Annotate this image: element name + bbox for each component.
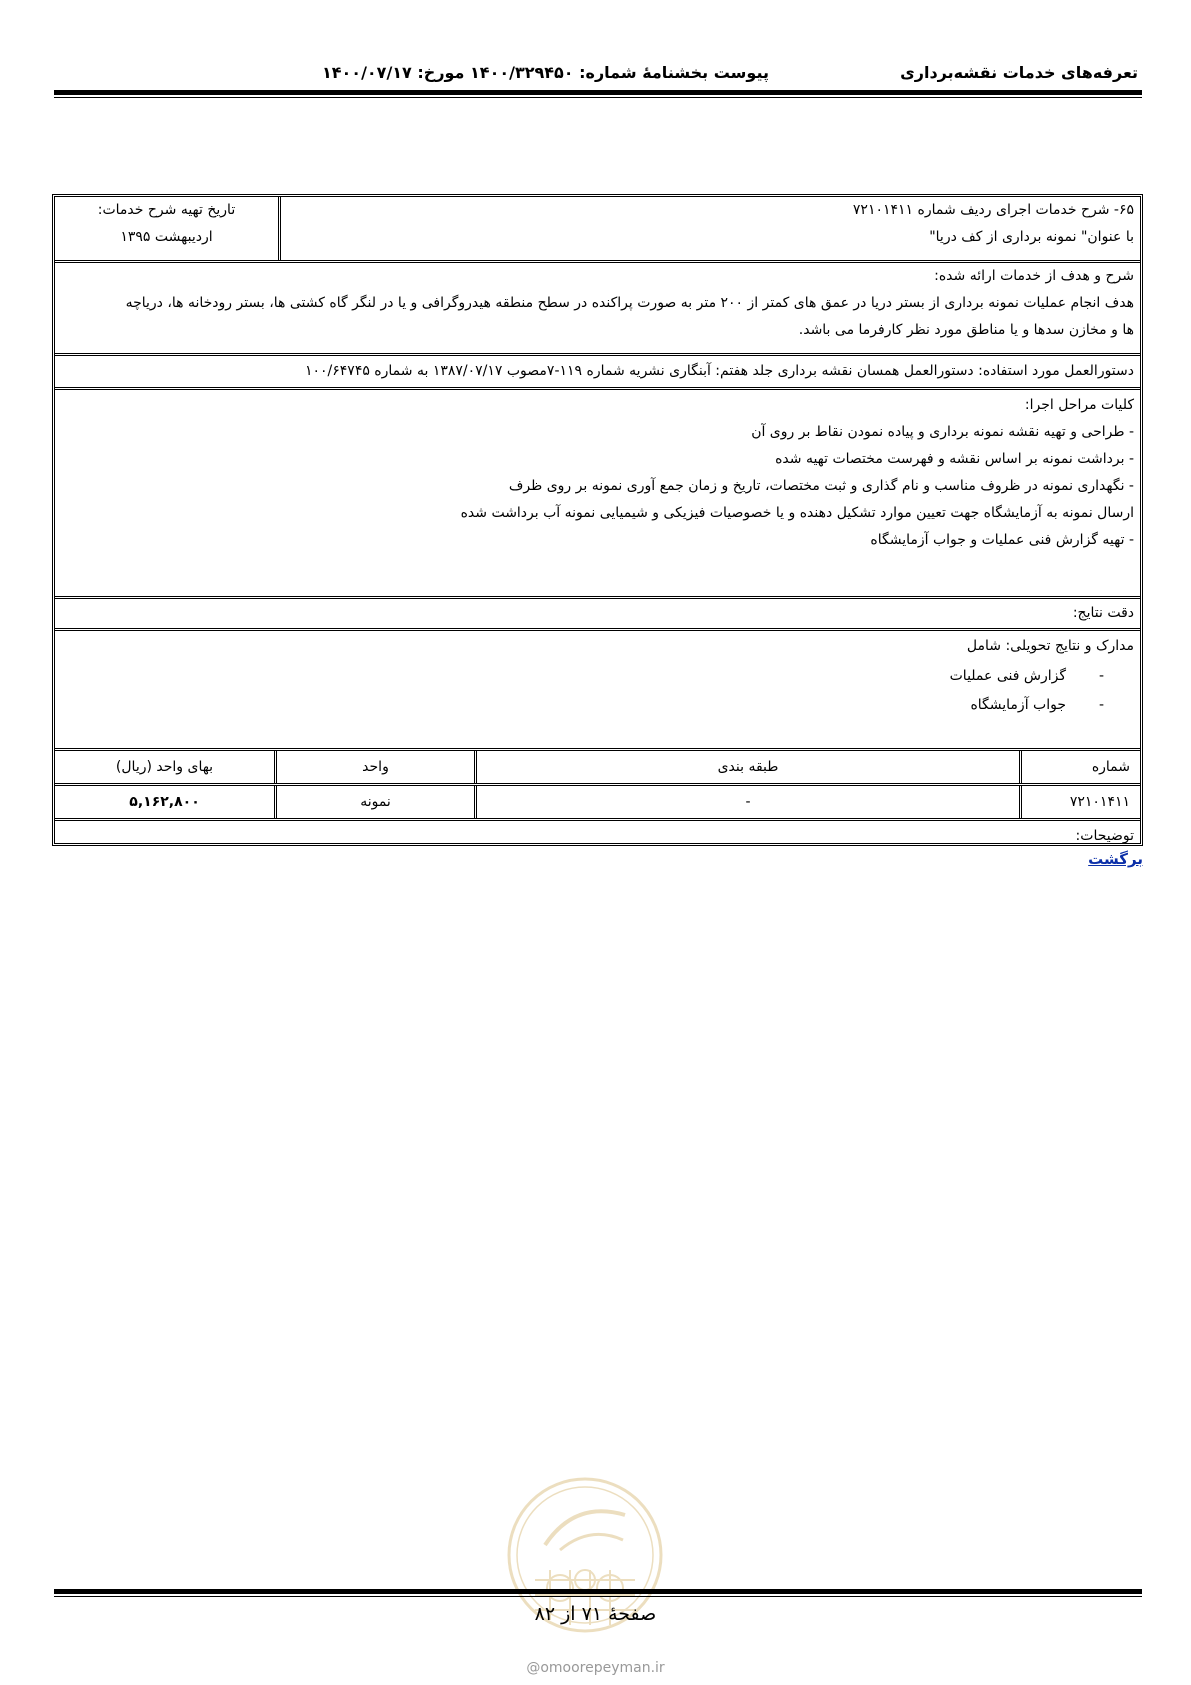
service-number-line: ۶۵- شرح خدمات اجرای ردیف شماره ۷۲۱۰۱۴۱۱ bbox=[852, 202, 1134, 218]
footer-rule-thin bbox=[54, 1596, 1142, 1597]
row-unit: نمونه bbox=[277, 786, 477, 818]
header-classification: طبقه بندی bbox=[477, 751, 1022, 783]
list-item bbox=[55, 662, 1104, 691]
list-dash: - bbox=[1098, 668, 1104, 684]
price-table-header bbox=[55, 751, 1140, 786]
deliverables-list bbox=[55, 662, 1140, 720]
service-description-table bbox=[52, 194, 1143, 846]
page-header bbox=[54, 58, 1142, 86]
steps-label: کلیات مراحل اجرا: bbox=[1024, 397, 1134, 413]
service-title-cell bbox=[278, 197, 1140, 260]
header-number: شماره bbox=[1091, 759, 1130, 775]
deliverable-text: گزارش فنی عملیات bbox=[949, 668, 1066, 684]
instruction-text: دستورالعمل مورد استفاده: دستورالعمل همسان نقشه برداری جلد هفتم: آبنگاری نشریه شماره ۱۱۹-۷مصوب ۱۳۸۷/۰۷/۱۷ به شماره ۱۰۰/۶۴۷۴۵ bbox=[304, 363, 1134, 379]
header-rule bbox=[54, 90, 1142, 95]
header-unit-price: بهای واحد (ریال) bbox=[55, 751, 277, 783]
footer-rule bbox=[54, 1589, 1142, 1594]
step-item: - طراحی و تهیه نقشه نمونه برداری و پیاده نمودن نقاط بر روی آن bbox=[751, 424, 1134, 440]
step-item: - برداشت نمونه بر اساس نقشه و فهرست مختصات تهیه شده bbox=[775, 451, 1134, 467]
description-line-1: هدف انجام عملیات نمونه برداری از بستر دریا در عمق های کمتر از ۲۰۰ متر به صورت پراکنده در سطح منطقه هیدروگرافی و یا در لنگر گاه کشتی ها، بستر رودخانه ها، دریاچه bbox=[125, 295, 1134, 311]
instruction-row bbox=[55, 356, 1140, 390]
watermark-url: @omoorepeyman.ir bbox=[526, 1660, 665, 1676]
row-unit-price: ۵,۱۶۲,۸۰۰ bbox=[55, 786, 277, 818]
list-item bbox=[55, 691, 1104, 720]
steps-row bbox=[55, 390, 1140, 599]
service-subject-line: با عنوان" نمونه برداری از کف دریا" bbox=[929, 229, 1134, 245]
description-label: شرح و هدف از خدمات ارائه شده: bbox=[934, 268, 1134, 284]
page-number: صفحهٔ ۷۱ از ۸۲ bbox=[534, 1603, 657, 1625]
list-dash: - bbox=[1098, 697, 1104, 713]
row-number: ۷۲۱۰۱۴۱۱ bbox=[1069, 794, 1130, 810]
back-link[interactable]: برگشت bbox=[1088, 850, 1143, 868]
header-rule-thin bbox=[54, 97, 1142, 98]
deliverables-row bbox=[55, 631, 1140, 751]
notes-label: توضیحات: bbox=[1075, 828, 1134, 844]
description-line-2: ها و مخازن سدها و یا مناطق مورد نظر کارفرما می باشد. bbox=[798, 322, 1134, 338]
header-unit: واحد bbox=[277, 751, 477, 783]
description-row bbox=[55, 263, 1140, 356]
table-row bbox=[55, 786, 1140, 821]
title-row bbox=[55, 197, 1140, 263]
step-item: - نگهداری نمونه در ظروف مناسب و نام گذاری و ثبت مختصات، تاریخ و زمان جمع آوری نمونه بر روی ظرف bbox=[508, 478, 1134, 494]
preparation-date-value: اردیبهشت ۱۳۹۵ bbox=[120, 229, 213, 245]
step-item: ارسال نمونه به آزمایشگاه جهت تعیین موارد تشکیل دهنده و یا خصوصیات فیزیکی و شیمیایی نمونه آب برداشت شده bbox=[460, 505, 1134, 521]
deliverable-text: جواب آزمایشگاه bbox=[970, 697, 1066, 713]
notes-row bbox=[55, 821, 1140, 846]
row-classification: - bbox=[477, 786, 1022, 818]
accuracy-label: دقت نتایج: bbox=[1072, 605, 1134, 621]
preparation-date-cell bbox=[55, 197, 278, 260]
accuracy-row bbox=[55, 599, 1140, 631]
circular-reference: پیوست بخشنامهٔ شماره: ۱۴۰۰/۳۲۹۴۵۰ مورخ: ۱۴۰۰/۰۷/۱۷ bbox=[322, 62, 769, 82]
step-item: - تهیه گزارش فنی عملیات و جواب آزمایشگاه bbox=[870, 532, 1134, 548]
preparation-date-label: تاریخ تهیه شرح خدمات: bbox=[97, 202, 236, 218]
document-title: تعرفه‌های خدمات نقشه‌برداری bbox=[900, 62, 1138, 82]
deliverables-label: مدارک و نتایج تحویلی: شامل bbox=[966, 638, 1134, 654]
